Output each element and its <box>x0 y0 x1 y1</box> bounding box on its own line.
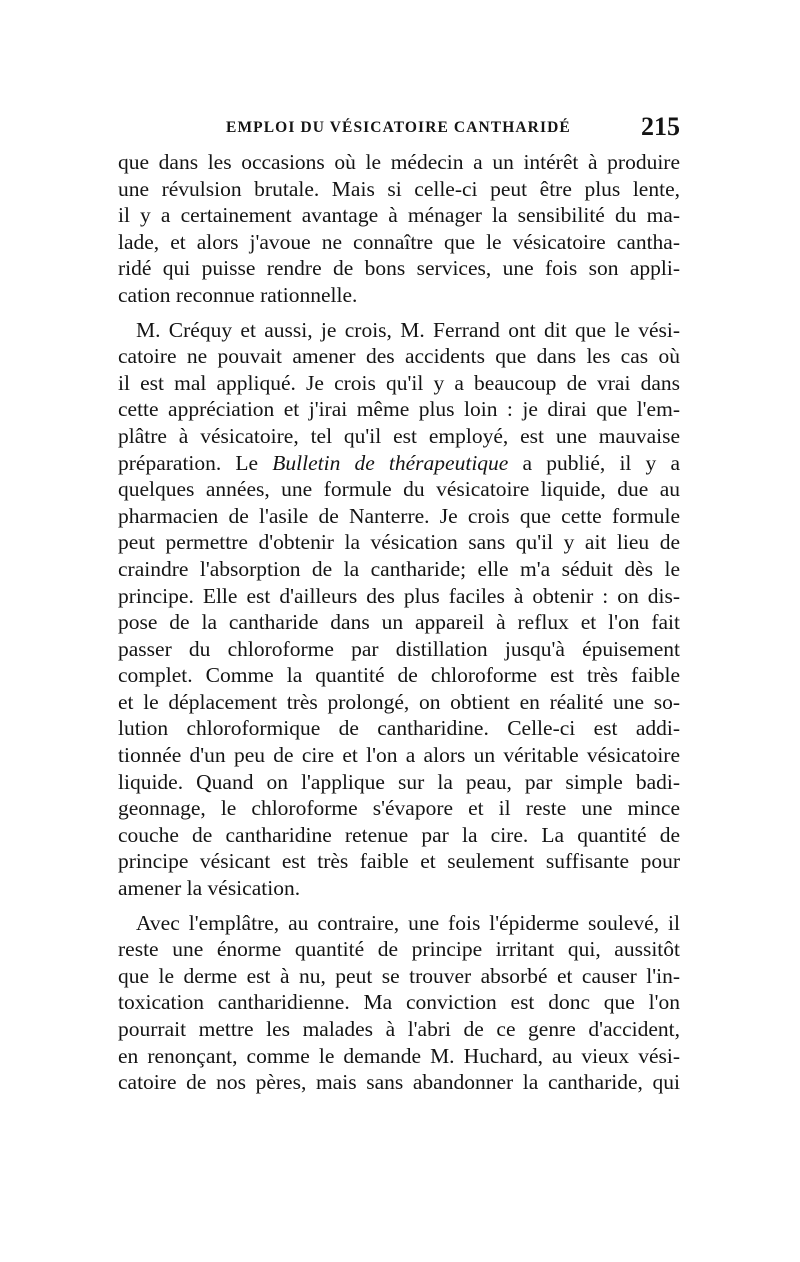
text-line: passer du chloroforme par distillation jusqu'à épuisement <box>118 636 680 661</box>
text-line: complet. Comme la quantité de chloroforme est très faible <box>118 663 680 688</box>
text-line: plâtre à vésicatoire, tel qu'il est employé, est une mauvaise <box>118 423 680 448</box>
text-line: en renonçant, comme le demande M. Huchard, au vieux vési- <box>118 1043 680 1068</box>
text-line: et le déplacement très prolongé, on obtient en réalité une so- <box>118 689 680 714</box>
body-text <box>118 149 680 1096</box>
text-line: pharmacien de l'asile de Nanterre. Je crois que cette formule <box>118 503 680 528</box>
journal-title: Bulletin de thérapeutique <box>272 450 509 475</box>
page-header <box>118 112 680 142</box>
text-line: quelques années, une formule du vésicatoire liquide, due au <box>118 477 680 502</box>
text-line: Avec l'emplâtre, au contraire, une fois l'épiderme soulevé, il <box>136 910 680 935</box>
text-line: que dans les occasions où le médecin a un intérêt à produire <box>118 150 680 174</box>
text-line: pose de la cantharide dans un appareil à reflux et l'on fait <box>118 610 680 635</box>
text-line: il est mal appliqué. Je crois qu'il y a beaucoup de vrai dans <box>118 370 680 395</box>
paragraph-1 <box>118 149 680 309</box>
paragraph-2 <box>118 317 680 902</box>
text-line: peut permettre d'obtenir la vésication sans qu'il y ait lieu de <box>118 530 680 555</box>
text-line: pourrait mettre les malades à l'abri de ce genre d'accident, <box>118 1017 680 1041</box>
text-line: lade, et alors j'avoue ne connaître que le vésicatoire cantha- <box>118 229 680 254</box>
text-line: tionnée d'un peu de cire et l'on a alors un véritable vésicatoire <box>118 743 680 768</box>
running-title: EMPLOI DU VÉSICATOIRE CANTHARIDÉ <box>226 119 571 136</box>
text-line: couche de cantharidine retenue par la cire. La quantité de <box>118 822 680 847</box>
text-line: principe. Elle est d'ailleurs des plus faciles à obtenir : on dis- <box>118 583 680 608</box>
text-line: principe vésicant est très faible et seulement suffisante pour <box>118 849 680 874</box>
text-line: liquide. Quand on l'applique sur la peau, par simple badi- <box>118 769 680 794</box>
text-fragment: a publié, il y a <box>508 450 680 475</box>
paragraph-3 <box>118 910 680 1096</box>
text-line: geonnage, le chloroforme s'évapore et il reste une mince <box>118 796 680 821</box>
text-line: M. Créquy et aussi, je crois, M. Ferrand ont dit que le vési- <box>136 317 680 342</box>
text-line: amener la vésication. <box>118 876 301 901</box>
text-line: il y a certainement avantage à ménager la sensibilité du ma- <box>118 203 680 228</box>
text-line: cette appréciation et j'irai même plus loin : je dirai que l'em- <box>118 397 680 422</box>
text-line: craindre l'absorption de la cantharide; elle m'a séduit dès le <box>118 556 680 581</box>
text-line-with-title <box>118 450 680 477</box>
text-line: cation reconnue rationnelle. <box>118 282 358 307</box>
text-line: ridé qui puisse rendre de bons services, une fois son appli- <box>118 256 680 281</box>
text-line: une révulsion brutale. Mais si celle-ci peut être plus lente, <box>118 176 680 201</box>
text-line: reste une énorme quantité de principe irritant qui, aussitôt <box>118 937 680 962</box>
text-line: catoire de nos pères, mais sans abandonner la cantharide, qui <box>118 1070 680 1095</box>
text-line: lution chloroformique de cantharidine. Celle-ci est addi- <box>118 716 680 741</box>
page-number: 215 <box>641 112 680 141</box>
text-line: toxication cantharidienne. Ma conviction est donc que l'on <box>118 990 680 1015</box>
text-line: catoire ne pouvait amener des accidents que dans les cas où <box>118 344 680 369</box>
text-line: que le derme est à nu, peut se trouver absorbé et causer l'in- <box>118 963 680 988</box>
text-fragment: préparation. Le <box>118 450 273 475</box>
